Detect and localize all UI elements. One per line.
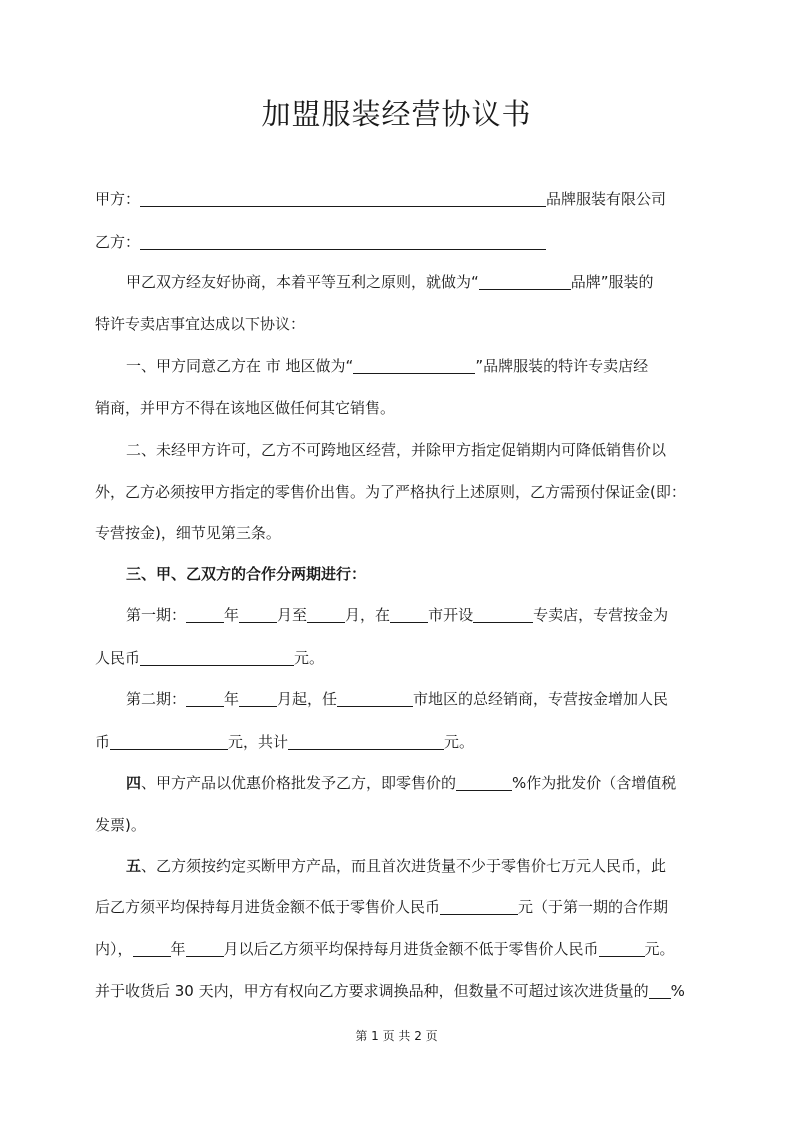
- phase1-city-open-text: 市开设: [428, 606, 474, 624]
- phase1-month-text: 月，在: [345, 606, 391, 624]
- clause1-line-2: 销商，并甲方不得在该地区做任何其它销售。: [95, 399, 396, 417]
- clause5-text-2b: 元（于第一期的合作期: [518, 898, 669, 916]
- clause1-brand-blank: [353, 357, 475, 374]
- clause4-text-a: 、甲方产品以优惠价格批发予乙方，即零售价的: [141, 774, 457, 792]
- phase1-month-start-blank: [239, 606, 277, 623]
- clause4-line-1: [126, 773, 676, 793]
- phase1-year-text: 年: [224, 606, 240, 624]
- clause3-heading: 三、甲、乙双方的合作分两期进行：: [126, 565, 367, 583]
- phase1-city-blank: [390, 606, 428, 623]
- phase2-city-blank: [337, 690, 413, 707]
- party-b-name-blank: [140, 233, 546, 250]
- phase2-city-text: 市地区的总经销商，专营按金增加人民: [413, 690, 669, 708]
- phase2-label: 第二期：: [126, 690, 187, 708]
- clause5-text-3d: 元。: [644, 940, 675, 958]
- phase1-rmb-text: 人民币: [95, 649, 141, 667]
- phase1-month-to-text: 月至: [277, 606, 308, 624]
- clause1-text-a: 一、甲方同意乙方在 市 地区做为“: [126, 357, 354, 375]
- clause5-year-blank: [133, 940, 171, 957]
- clause5-line-4: [95, 981, 685, 1001]
- phase2-year-blank: [186, 690, 224, 707]
- clause5-text-4a: 并于收货后 30 天内，甲方有权向乙方要求调换品种，但数量不可超过该次进货量的: [95, 982, 649, 1000]
- clause5-number: 五: [126, 857, 142, 875]
- intro-text-b: 品牌”服装的: [570, 273, 654, 291]
- phase2-year-text: 年: [224, 690, 240, 708]
- clause5-line-3: [95, 939, 675, 959]
- phase2-total-blank: [288, 733, 444, 750]
- clause2-line-1: 二、未经甲方许可，乙方不可跨地区经营，并除甲方指定促销期内可降低销售价以: [126, 441, 667, 459]
- phase2-yuan-text: 元。: [444, 733, 475, 751]
- phase2-month-blank: [239, 690, 277, 707]
- clause5-monthly-blank: [440, 898, 518, 915]
- party-a-label: 甲方：: [95, 190, 141, 208]
- phase1-store-blank: [473, 606, 533, 623]
- clause5-amount-blank: [599, 940, 645, 957]
- phase1-store-text: 专卖店，专营按金为: [533, 606, 669, 624]
- phase2-total-text: 元，共计: [228, 733, 289, 751]
- party-a-name-blank: [140, 190, 546, 207]
- party-a-line: [95, 189, 666, 209]
- clause5-text-3c: 月以后乙方须平均保持每月进货金额不低于零售价人民币: [223, 940, 599, 958]
- clause5-text-3b: 年: [170, 940, 186, 958]
- intro-text-a: 甲乙双方经友好协商，本着平等互利之原则，就做为“: [126, 273, 479, 291]
- party-b-label: 乙方：: [95, 233, 141, 251]
- party-a-suffix: 品牌服装有限公司: [546, 190, 667, 208]
- clause5-text-4b: %: [670, 982, 685, 1000]
- clause5-text-1: 、乙方须按约定买断甲方产品，而且首次进货量不少于零售价七万元人民币，此: [141, 857, 667, 875]
- clause5-text-3a: 内），: [95, 940, 133, 958]
- clause4-line-2: 发票)。: [95, 816, 146, 834]
- brand-blank: [479, 273, 571, 290]
- page-footer: 第 1 页 共 2 页: [355, 1029, 438, 1043]
- phase1-year-blank: [186, 606, 224, 623]
- phase1-label: 第一期：: [126, 606, 187, 624]
- phase2-increase-blank: [110, 733, 228, 750]
- phase2-line-2: [95, 732, 474, 752]
- phase2-line-1: [126, 689, 668, 709]
- clause5-line-2: [95, 897, 668, 917]
- phase1-line-2: [95, 648, 324, 668]
- clause4-text-b: %作为批发价（含增值税: [512, 774, 677, 792]
- clause5-line-1: [126, 856, 666, 876]
- phase2-bi-text: 币: [95, 733, 111, 751]
- clause4-number: 四: [126, 774, 142, 792]
- clause5-text-2a: 后乙方须平均保持每月进货金额不低于零售价人民币: [95, 898, 441, 916]
- phase1-yuan-text: 元。: [294, 649, 325, 667]
- intro-line-2: 特许专卖店事宜达成以下协议：: [95, 315, 306, 333]
- clause1-text-b: ”品牌服装的特许专卖店经: [475, 357, 649, 375]
- clause2-line-2: 外，乙方必须按甲方指定的零售价出售。为了严格执行上述原则，乙方需预付保证金(即：: [95, 483, 686, 501]
- clause4-percent-blank: [456, 774, 512, 791]
- party-b-line: [95, 232, 546, 252]
- clause5-percent-blank: [649, 982, 671, 999]
- clause2-line-3: 专营按金)，细节见第三条。: [95, 524, 281, 542]
- clause5-month-blank: [186, 940, 224, 957]
- phase2-month-from-text: 月起，任: [277, 690, 338, 708]
- phase1-month-end-blank: [307, 606, 345, 623]
- intro-line-1: [126, 272, 654, 292]
- phase1-amount-blank: [140, 649, 294, 666]
- phase1-line-1: [126, 605, 668, 625]
- document-title: 加盟服装经营协议书: [261, 97, 532, 131]
- clause1-line-1: [126, 356, 648, 376]
